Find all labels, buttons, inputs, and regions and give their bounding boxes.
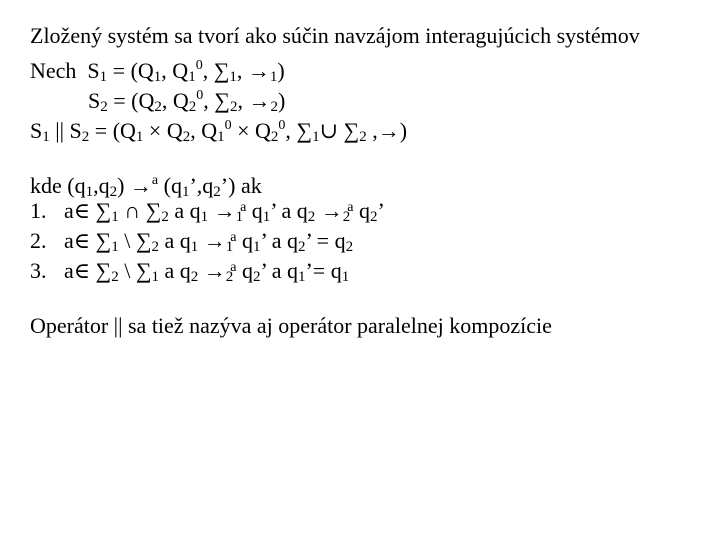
footer-note: Operátor || sa tiež nazýva aj operátor paralelnej kompozície xyxy=(30,313,552,338)
rule-number: 2. xyxy=(30,228,47,253)
nech-label: Nech xyxy=(30,58,77,83)
rule-number: 1. xyxy=(30,198,47,223)
slide-title: Zložený systém sa tvorí ako súčin navzájom interagujúcich systémov xyxy=(30,23,640,48)
rule-1: 1. a∈ $\sum_1$ ∩ $\sum_2$ a $q_1 \to_1^a$ $q_1$’ a $q_2 \to_2^a$ $q_2$’ xyxy=(30,198,385,225)
s2-definition: $S_2 = (Q_2$, $Q_2^0$, $\sum_2$, $\to_2$) xyxy=(88,88,286,115)
rule-2: 2. a∈ $\sum_1$ \ $\sum_2$ a $q_1 \to_1^a$ $q_1$’ a $q_2$’ = $q_2$ xyxy=(30,228,354,255)
s1-definition: Nech $S_1 = (Q_1$, $Q_1^0$, $\sum_1$, $\to_1$) xyxy=(30,58,285,85)
rule-number: 3. xyxy=(30,258,47,283)
parallel-composition-definition: $S_1$ || $S_2 = (Q_1 \times Q_2$, $Q_1^0 \times Q_2^0$, $\sum_1\cup$ $\sum_2$ ,→) xyxy=(30,118,408,145)
rule-3: 3. a∈ $\sum_2$ \ $\sum_1$ a $q_2 \to_2^a$ $q_2$’ a $q_1’= q_1$ xyxy=(30,258,350,285)
transition-condition: kde $(q_1,q_2) \to^a$ $(q_1’,q_2’)$ ak xyxy=(30,173,262,200)
